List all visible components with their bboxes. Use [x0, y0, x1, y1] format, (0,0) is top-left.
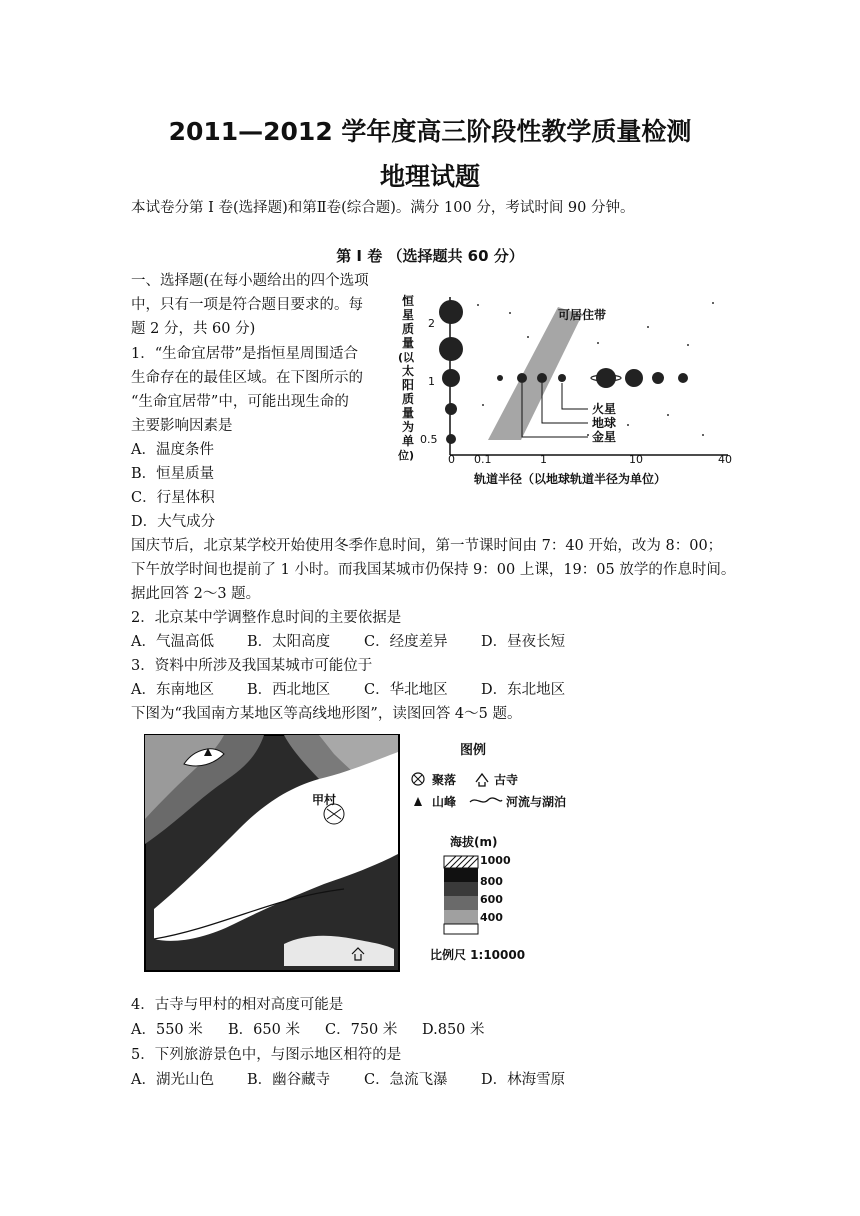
altitude-title: 海拔(m) — [450, 835, 498, 849]
legend-item-label: 古寺 — [494, 773, 519, 787]
river-lake-icon — [470, 798, 502, 802]
background-dot — [627, 424, 629, 426]
y-tick-label: 2 — [428, 317, 435, 330]
question-5-option: A．湖光山色 — [131, 1072, 214, 1088]
question-3-option: A．东南地区 — [131, 682, 214, 698]
planet-label: 金星 — [592, 430, 617, 444]
background-dot — [687, 344, 689, 346]
ylabel-char: 量 — [402, 406, 415, 420]
ylabel-char: 为 — [402, 420, 415, 434]
background-dot — [527, 336, 529, 338]
ylabel-char: 单 — [402, 434, 415, 448]
question-1-line: 主要影响因素是 — [131, 418, 233, 434]
x-tick-label: 10 — [629, 453, 643, 466]
question-1-option: B．恒星质量 — [131, 466, 215, 482]
ylabel-char: 星 — [402, 308, 415, 322]
planet-marker — [537, 373, 547, 383]
temple-icon — [476, 774, 488, 786]
question-4-stem: 4．古寺与甲村的相对高度可能是 — [131, 997, 344, 1013]
habitable-zone-band — [488, 307, 582, 440]
background-dot — [509, 312, 511, 314]
ylabel-char: 量 — [402, 336, 415, 350]
habitable-zone-xlabel: 轨道半径（以地球轨道半径为单位） — [474, 472, 667, 486]
question-4-option: C．750 米 — [325, 1022, 398, 1038]
ylabel-char: 位) — [398, 449, 415, 462]
altitude-label: 600 — [480, 893, 503, 906]
legend-item-label: 聚落 — [432, 773, 457, 787]
y-tick-label: 0.5 — [420, 433, 438, 446]
section-heading: 第 I 卷 （选择题共 60 分） — [336, 247, 524, 265]
planet-marker — [517, 373, 527, 383]
altitude-label: 1000 — [480, 854, 511, 867]
part-instruction-line: 题 2 分，共 60 分) — [131, 321, 256, 337]
x-tick-label: 1 — [540, 453, 547, 466]
x-tick-label: 0 — [448, 453, 455, 466]
ylabel-char: (以 — [398, 351, 415, 364]
planet-marker — [558, 374, 566, 382]
question-4-option: D.850 米 — [422, 1022, 485, 1038]
star-marker — [446, 434, 456, 444]
exam-subtitle: 地理试题 — [379, 162, 480, 191]
planet-marker — [596, 368, 616, 388]
question-1-line: “生命宜居带”中，可能出现生命的 — [131, 394, 349, 410]
question-1-option: C．行星体积 — [131, 490, 215, 506]
planet-marker — [497, 375, 503, 381]
star-marker — [439, 337, 463, 361]
altitude-swatch-600 — [444, 896, 478, 910]
altitude-swatch-800 — [444, 868, 478, 882]
habitable-zone-figure — [388, 285, 748, 493]
question-1-line: 生命存在的最佳区域。在下图所示的 — [131, 370, 363, 386]
village-label: 甲村 — [312, 793, 337, 807]
passage-line: 下午放学时间也提前了 1 小时。而我国某城市仍保持 9：00 上课，19：05 放学的作息时间。 — [131, 562, 736, 578]
question-3-option: D．东北地区 — [481, 682, 566, 698]
callout-line — [542, 383, 588, 423]
question-5-option: B．幽谷藏寺 — [247, 1072, 331, 1088]
ylabel-char: 恒 — [402, 294, 415, 308]
question-2-option: A．气温高低 — [131, 634, 214, 650]
part-instruction-line: 中，只有一项是符合题目要求的。每 — [131, 297, 363, 313]
question-2-option: C．经度差异 — [364, 634, 448, 650]
planet-label: 地球 — [592, 416, 617, 430]
contour-map — [144, 734, 400, 972]
question-1-line: 1．“生命宜居带”是指恒星周围适合 — [131, 346, 359, 362]
question-4-option: B．650 米 — [228, 1022, 300, 1038]
question-1-option: A．温度条件 — [131, 442, 214, 458]
passage-line: 下图为“我国南方某地区等高线地形图”，读图回答 4～5 题。 — [131, 706, 522, 722]
background-dot — [597, 342, 599, 344]
question-4-option: A．550 米 — [131, 1022, 203, 1038]
habitable-zone-band-label: 可居住带 — [558, 308, 607, 322]
question-3-option: B．西北地区 — [247, 682, 331, 698]
passage-line: 国庆节后，北京某学校开始使用冬季作息时间，第一节课时间由 7：40 开始，改为 8：00； — [131, 538, 723, 554]
star-marker — [445, 403, 457, 415]
star-marker — [442, 369, 460, 387]
habitable-zone-ylabel — [397, 293, 415, 462]
callout-line — [562, 383, 588, 409]
question-5-option: C．急流飞瀑 — [364, 1072, 448, 1088]
ylabel-char: 质 — [402, 322, 415, 336]
ylabel-char: 质 — [402, 392, 415, 406]
planet-marker — [625, 369, 643, 387]
passage-line: 据此回答 2～3 题。 — [131, 586, 261, 602]
planet-marker — [678, 373, 688, 383]
question-2-stem: 2．北京某中学调整作息时间的主要依据是 — [131, 610, 402, 626]
altitude-label: 800 — [480, 875, 503, 888]
background-dot — [712, 302, 714, 304]
x-tick-label: 40 — [718, 453, 732, 466]
map-legend — [410, 740, 600, 970]
background-dot — [482, 404, 484, 406]
ylabel-char: 太 — [402, 364, 415, 378]
peak-icon — [414, 797, 422, 806]
legend-item-label: 河流与湖泊 — [506, 795, 567, 809]
background-dot — [702, 434, 704, 436]
planet-marker — [652, 372, 664, 384]
question-2-option: B．太阳高度 — [247, 634, 331, 650]
legend-item-label: 山峰 — [432, 795, 457, 809]
y-tick-label: 1 — [428, 375, 435, 388]
background-dot — [587, 434, 589, 436]
map-scale: 比例尺 1:10000 — [430, 948, 526, 962]
question-5-stem: 5．下列旅游景色中，与图示地区相符的是 — [131, 1047, 402, 1063]
question-3-stem: 3．资料中所涉及我国某城市可能位于 — [131, 658, 373, 674]
question-2-option: D．昼夜长短 — [481, 634, 566, 650]
x-tick-label: 0.1 — [474, 453, 492, 466]
altitude-swatch-low — [444, 924, 478, 934]
ylabel-char: 阳 — [402, 378, 415, 392]
exam-intro: 本试卷分第 I 卷(选择题)和第Ⅱ卷(综合题)。满分 100 分，考试时间 90 分钟。 — [131, 200, 635, 216]
planet-label: 火星 — [592, 402, 617, 416]
question-3-option: C．华北地区 — [364, 682, 448, 698]
question-1-option: D．大气成分 — [131, 514, 216, 530]
background-dot — [667, 414, 669, 416]
altitude-swatch-400 — [444, 910, 478, 924]
altitude-swatch-700 — [444, 882, 478, 896]
star-marker — [439, 300, 463, 324]
background-dot — [647, 326, 649, 328]
question-5-option: D．林海雪原 — [481, 1072, 566, 1088]
exam-title: 2011—2012 学年度高三阶段性教学质量检测 — [168, 117, 692, 146]
part-instruction-line: 一、选择题(在每小题给出的四个选项 — [131, 273, 369, 289]
legend-title: 图例 — [460, 743, 487, 758]
altitude-label: 400 — [480, 911, 503, 924]
background-dot — [477, 304, 479, 306]
